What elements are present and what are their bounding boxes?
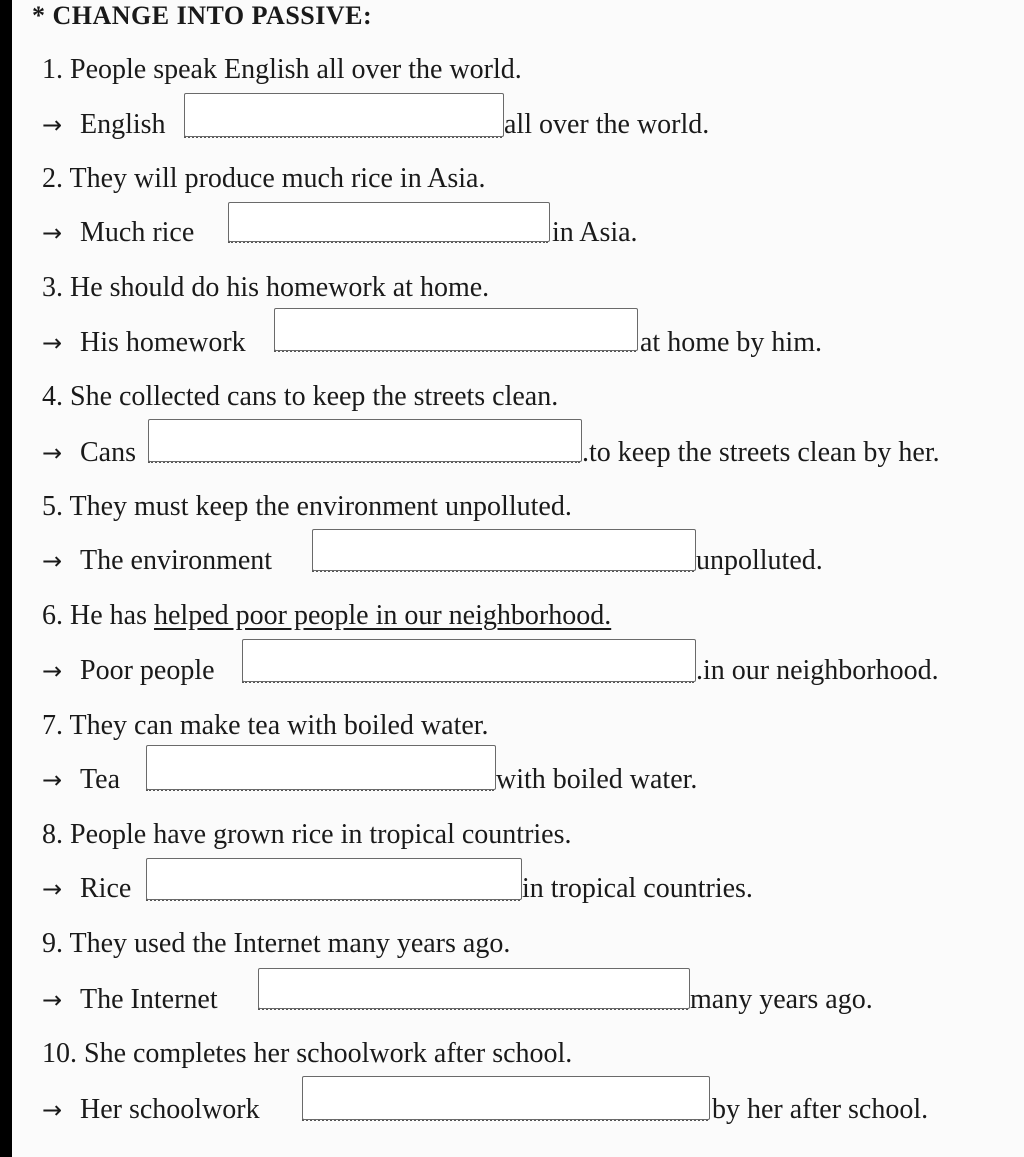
arrow-icon: → — [42, 1096, 63, 1124]
question-3: 3. He should do his homework at home. — [42, 272, 490, 303]
answer-8-suffix: in tropical countries. — [522, 873, 753, 904]
worksheet-title: * CHANGE INTO PASSIVE: — [32, 1, 373, 30]
arrow-icon: → — [42, 875, 63, 903]
answer-2-suffix: in Asia. — [552, 217, 638, 248]
arrow-icon: → — [42, 657, 63, 685]
question-5: 5. They must keep the environment unpolluted. — [42, 491, 572, 522]
answer-7-suffix: with boiled water. — [496, 764, 698, 795]
answer-8-prefix: → Rice — [42, 871, 131, 907]
arrow-icon: → — [42, 329, 63, 357]
arrow-icon: → — [42, 439, 63, 467]
answer-5-prefix: → The environment — [42, 543, 272, 579]
question-8: 8. People have grown rice in tropical countries. — [42, 819, 572, 850]
question-2: 2. They will produce much rice in Asia. — [42, 163, 486, 194]
answer-7-prefix: → Tea — [42, 762, 120, 798]
question-4: 4. She collected cans to keep the streets clean. — [42, 381, 559, 412]
answer-6-prefix: → Poor people — [42, 653, 215, 689]
answer-5-suffix: unpolluted. — [696, 545, 823, 576]
answer-4-prefix: → Cans — [42, 435, 136, 471]
answer-1-input[interactable] — [184, 93, 504, 137]
answer-6-suffix: .in our neighborhood. — [696, 655, 939, 686]
answer-10-suffix: by her after school. — [712, 1094, 929, 1125]
answer-4-suffix: .to keep the streets clean by her. — [582, 437, 940, 468]
answer-9-suffix: many years ago. — [690, 984, 873, 1015]
answer-9-prefix: → The Internet — [42, 982, 218, 1018]
arrow-icon: → — [42, 766, 63, 794]
answer-1-prefix: → English — [42, 107, 166, 143]
arrow-icon: → — [42, 111, 63, 139]
answer-4-input[interactable] — [148, 419, 582, 462]
worksheet-page — [12, 0, 1024, 1157]
answer-6-input[interactable] — [242, 639, 696, 682]
arrow-icon: → — [42, 547, 63, 575]
answer-9-input[interactable] — [258, 968, 690, 1009]
answer-1-suffix: all over the world. — [504, 109, 710, 140]
question-7: 7. They can make tea with boiled water. — [42, 710, 489, 741]
answer-2-prefix: → Much rice — [42, 215, 194, 251]
answer-3-input[interactable] — [274, 308, 638, 351]
question-10: 10. She completes her schoolwork after school. — [42, 1038, 573, 1069]
answer-5-input[interactable] — [312, 529, 696, 571]
question-6: 6. He has helped poor people in our neighborhood. — [42, 600, 612, 631]
question-1: 1. People speak English all over the world. — [42, 54, 522, 85]
answer-7-input[interactable] — [146, 745, 496, 790]
answer-10-input[interactable] — [302, 1076, 710, 1120]
arrow-icon: → — [42, 219, 63, 247]
answer-2-input[interactable] — [228, 202, 550, 242]
question-9: 9. They used the Internet many years ago. — [42, 928, 511, 959]
arrow-icon: → — [42, 986, 63, 1014]
answer-10-prefix: → Her schoolwork — [42, 1092, 260, 1128]
answer-8-input[interactable] — [146, 858, 522, 900]
answer-3-prefix: → His homework — [42, 325, 246, 361]
answer-3-suffix: at home by him. — [640, 327, 822, 358]
